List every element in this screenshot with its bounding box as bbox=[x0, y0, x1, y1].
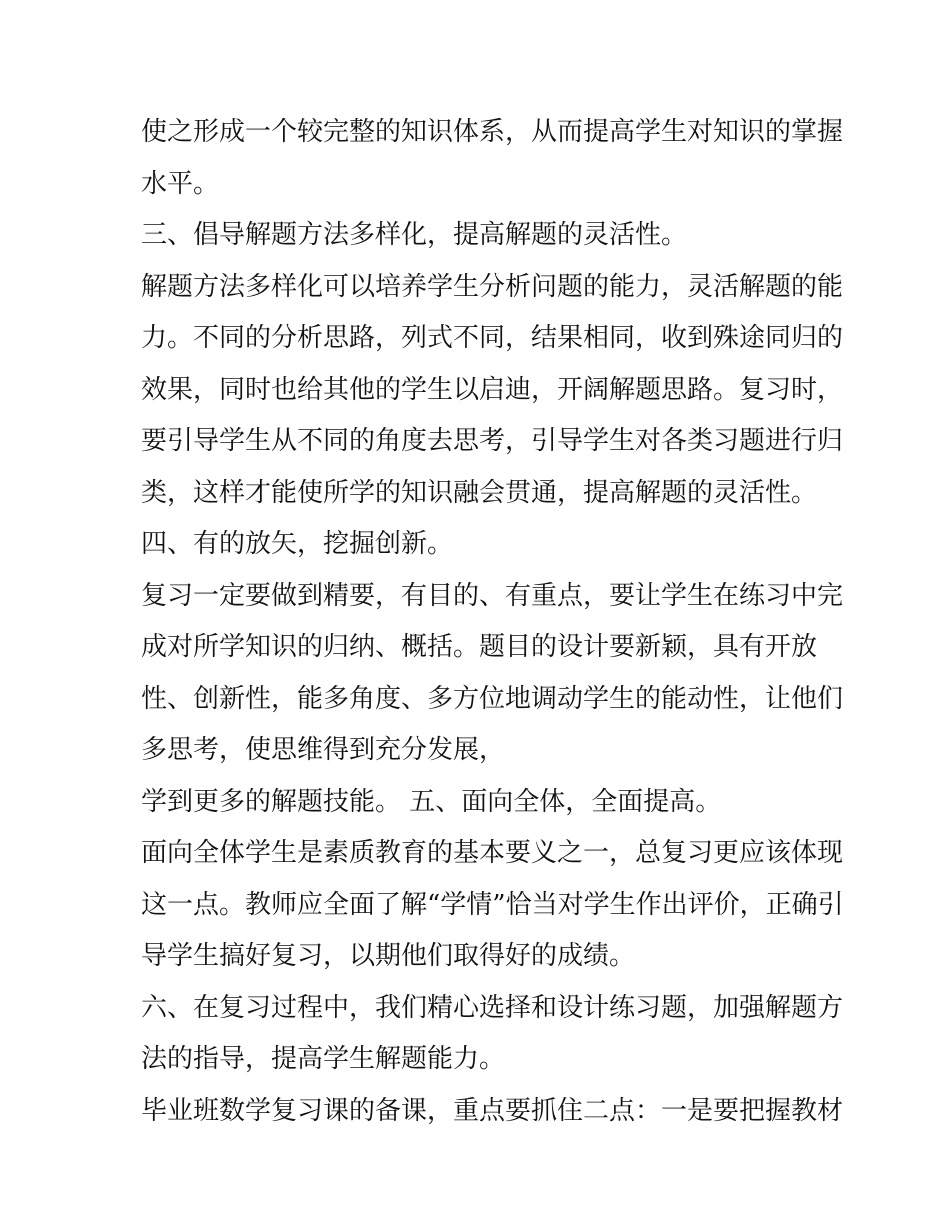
text-line: 效果，同时也给其他的学生以启迪，开阔解题思路。复习时， bbox=[141, 374, 844, 405]
text-line: 导学生搞好复习，以期他们取得好的成绩。 bbox=[141, 941, 636, 971]
text-line: 法的指导，提高学生解题能力。 bbox=[141, 1044, 506, 1074]
text-line: 这一点。教师应全面了解“学情”恰当对学生作出评价，正确引 bbox=[141, 889, 844, 920]
document-body bbox=[141, 107, 844, 1137]
text-line: 要引导学生从不同的角度去思考，引导学生对各类习题进行归 bbox=[141, 426, 844, 456]
section-heading: 六、在复习过程中，我们精心选择和设计练习题，加强解题方 bbox=[141, 992, 844, 1023]
text-line: 毕业班数学复习课的备课，重点要抓住二点：一是要把握教材 bbox=[141, 1095, 844, 1126]
section-heading: 四、有的放矢，挖掘创新。 bbox=[141, 529, 454, 559]
text-line: 复习一定要做到精要，有目的、有重点，要让学生在练习中完 bbox=[141, 580, 844, 611]
section-heading: 三、倡导解题方法多样化，提高解题的灵活性。 bbox=[141, 220, 688, 250]
text-line: 解题方法多样化可以培养学生分析问题的能力，灵活解题的能 bbox=[141, 271, 844, 302]
text-line: 力。不同的分析思路，列式不同，结果相同，收到殊途同归的 bbox=[141, 323, 844, 353]
text-line: 性、创新性，能多角度、多方位地调动学生的能动性，让他们 bbox=[141, 683, 844, 714]
text-line: 多思考，使思维得到充分发展， bbox=[141, 735, 506, 765]
text-line: 类，这样才能使所学的知识融会贯通，提高解题的灵活性。 bbox=[141, 477, 818, 508]
text-line: 使之形成一个较完整的知识体系，从而提高学生对知识的掌握 bbox=[141, 117, 844, 147]
text-line: 学到更多的解题技能。 五、面向全体，全面提高。 bbox=[141, 786, 722, 817]
text-line: 水平。 bbox=[141, 168, 220, 199]
text-line: 面向全体学生是素质教育的基本要义之一，总复习更应该体现 bbox=[141, 838, 844, 868]
text-line: 成对所学知识的归纳、概括。题目的设计要新颖，具有开放 bbox=[141, 632, 818, 662]
